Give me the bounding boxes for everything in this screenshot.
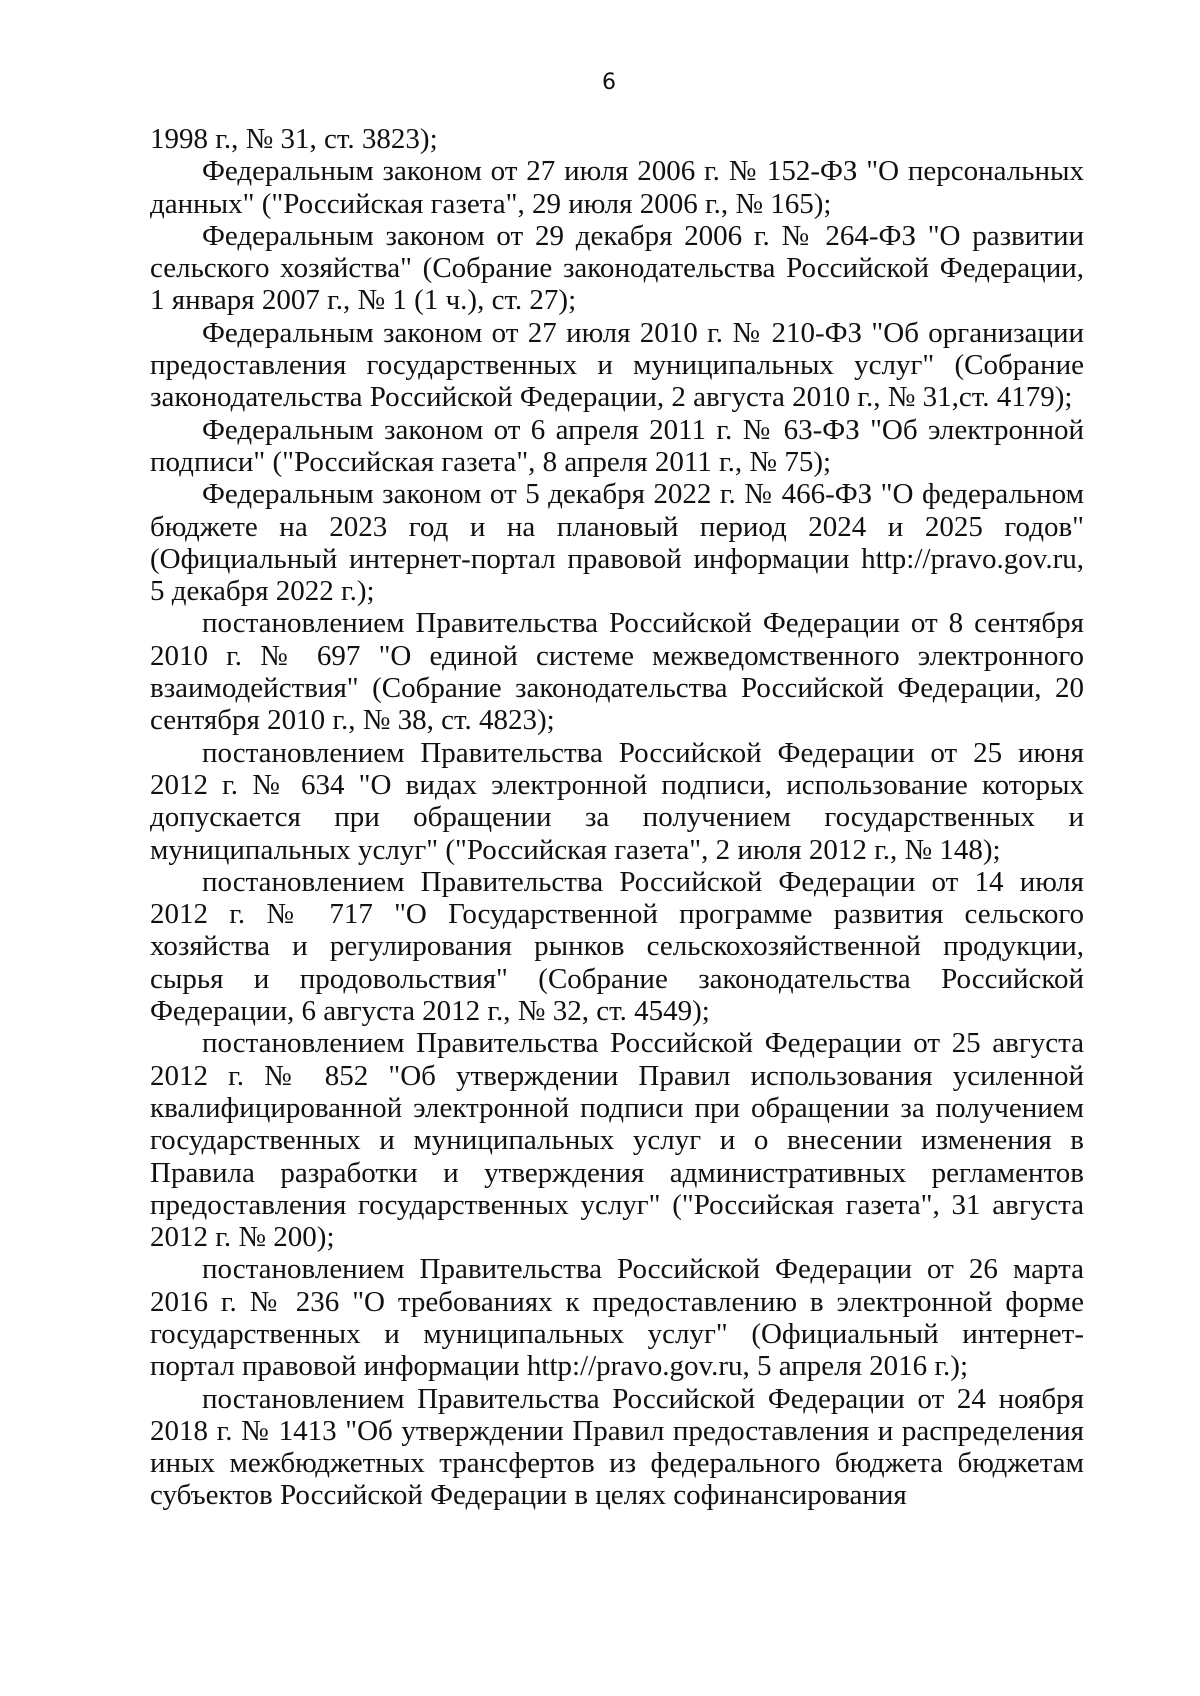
paragraph-law-210-fz: Федеральным законом от 27 июля 2010 г. № 210-ФЗ "Об организации предоставления государственных и муниципальных услуг" (Собрание законодательства Российской Федерации, 2 августа 2010 г., № 31,ст. 4179);	[150, 316, 1084, 414]
paragraph-resolution-717: постановлением Правительства Российской Федерации от 14 июля 2012 г. № 717 "О Государственной программе развития сельского хозяйства и регулирования рынков сельскохозяйственной продукции, сырья и продовольствия" (Собрание законодательства Российской Федерации, 6 августа 2012 г., № 32, ст. 4549);	[150, 865, 1084, 1028]
paragraph-resolution-1413: постановлением Правительства Российской Федерации от 24 ноября 2018 г. № 1413 "Об утверждении Правил предоставления и распределения иных межбюджетных трансфертов из федерального бюджета бюджетам субъектов Российской Федерации в целях софинансирования	[150, 1382, 1084, 1512]
paragraph-law-466-fz: Федеральным законом от 5 декабря 2022 г. № 466-ФЗ "О федеральном бюджете на 2023 год и на плановый период 2024 и 2025 годов" (Официальный интернет-портал правовой информации http://pravo.gov.ru, 5 декабря 2022 г.);	[150, 478, 1084, 608]
paragraph-law-264-fz: Федеральным законом от 29 декабря 2006 г. № 264-ФЗ "О развитии сельского хозяйства" (Собрание законодательства Российской Федерации, 1 января 2007 г., № 1 (1 ч.), ст. 27);	[150, 219, 1084, 317]
paragraph-continuation: 1998 г., № 31, ст. 3823);	[150, 123, 438, 155]
paragraph-resolution-236: постановлением Правительства Российской Федерации от 26 марта 2016 г. № 236 "О требованиях к предоставлению в электронной форме государственных и муниципальных услуг" (Официальный интернет-портал правовой информации http://pravo.gov.ru, 5 апреля 2016 г.);	[150, 1253, 1084, 1383]
page-number: 6	[602, 70, 616, 95]
document-body	[150, 123, 1084, 1512]
paragraph-resolution-697: постановлением Правительства Российской Федерации от 8 сентября 2010 г. № 697 "О единой системе межведомственного электронного взаимодействия" (Собрание законодательства Российской Федерации, 20 сентября 2010 г., № 38, ст. 4823);	[150, 607, 1084, 737]
paragraph-law-63-fz: Федеральным законом от 6 апреля 2011 г. № 63-ФЗ "Об электронной подписи" ("Российская газета", 8 апреля 2011 г., № 75);	[150, 413, 1084, 478]
paragraph-resolution-634: постановлением Правительства Российской Федерации от 25 июня 2012 г. № 634 "О видах электронной подписи, использование которых допускается при обращении за получением государственных и муниципальных услуг" ("Российская газета", 2 июля 2012 г., № 148);	[150, 736, 1084, 866]
paragraph-law-152-fz: Федеральным законом от 27 июля 2006 г. № 152-ФЗ "О персональных данных" ("Российская газета", 29 июля 2006 г., № 165);	[150, 155, 1084, 220]
paragraph-resolution-852: постановлением Правительства Российской Федерации от 25 августа 2012 г. № 852 "Об утверждении Правил использования усиленной квалифицированной электронной подписи при обращении за получением государственных и муниципальных услуг и о внесении изменения в Правила разработки и утверждения административных регламентов предоставления государственных услуг" ("Российская газета", 31 августа 2012 г. № 200);	[150, 1027, 1084, 1254]
